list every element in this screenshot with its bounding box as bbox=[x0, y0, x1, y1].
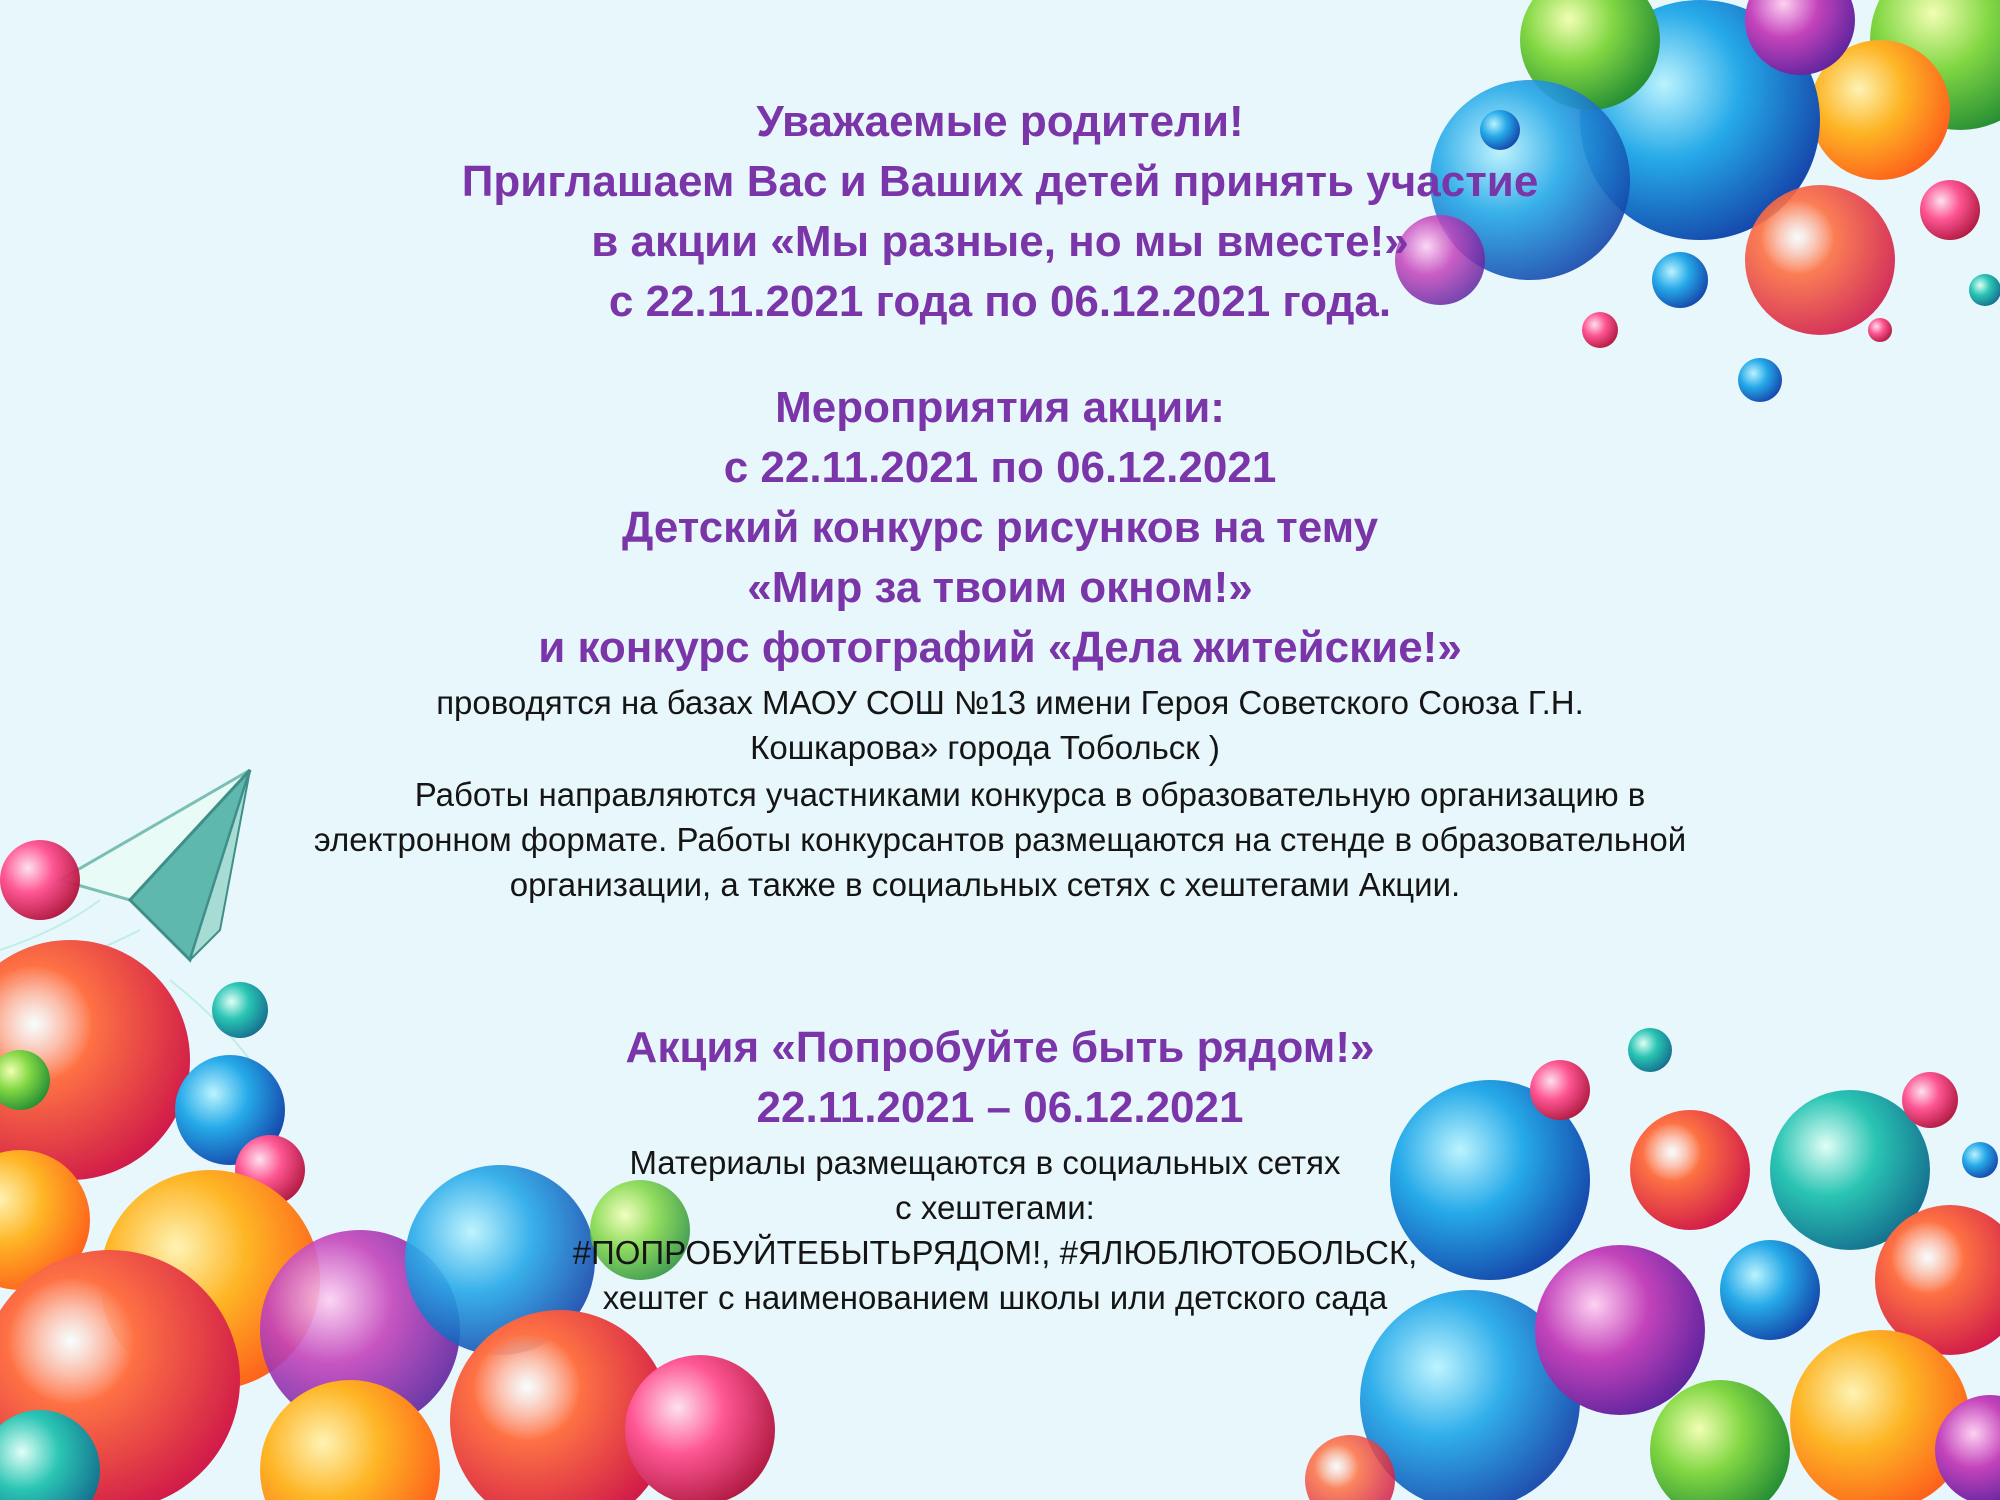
invitation-line: в акции «Мы разные, но мы вместе!» bbox=[591, 217, 1409, 266]
invitation-heading bbox=[0, 92, 2000, 332]
campaign-heading-line: 22.11.2021 – 06.12.2021 bbox=[756, 1083, 1244, 1132]
events-heading-line: с 22.11.2021 по 06.12.2021 bbox=[723, 443, 1277, 492]
invitation-line: Уважаемые родители! bbox=[756, 97, 1244, 146]
events-body-line: организации, а также в социальных сетях с хештегами Акции. bbox=[509, 866, 1461, 903]
events-body-line: Кошкарова» города Тобольск ) bbox=[750, 729, 1220, 766]
campaign-body-line: с хештегами: bbox=[895, 1189, 1095, 1226]
events-heading-line: Детский конкурс рисунков на тему bbox=[621, 503, 1379, 552]
events-body-line: электронном формате. Работы конкурсантов размещаются на стенде в образовательной bbox=[313, 821, 1687, 858]
events-heading-line: «Мир за твоим окном!» bbox=[747, 563, 1253, 612]
events-heading-line: и конкурс фотографий «Дела житейские!» bbox=[538, 623, 1462, 672]
events-heading bbox=[0, 378, 2000, 678]
campaign-body bbox=[0, 1140, 2000, 1320]
events-body-2 bbox=[0, 772, 2000, 907]
campaign-body-line: Материалы размещаются в социальных сетях bbox=[629, 1144, 1341, 1181]
events-body-line: проводятся на базах МАОУ СОШ №13 имени Героя Советского Союза Г.Н. bbox=[436, 684, 1584, 721]
campaign-heading bbox=[0, 1018, 2000, 1138]
events-body bbox=[0, 680, 2000, 770]
events-body-line: Работы направляются участниками конкурса в образовательную организацию в bbox=[414, 776, 1646, 813]
campaign-body-line: хештег с наименованием школы или детского сада bbox=[602, 1279, 1388, 1316]
events-heading-line: Мероприятия акции: bbox=[775, 383, 1225, 432]
invitation-line: с 22.11.2021 года по 06.12.2021 года. bbox=[608, 277, 1392, 326]
hashtags: #ПОПРОБУЙТЕБЫТЬРЯДОМ!, #ЯЛЮБЛЮТОБОЛЬСК, bbox=[572, 1234, 1418, 1271]
invitation-line: Приглашаем Вас и Ваших детей принять участие bbox=[461, 157, 1539, 206]
campaign-heading-line: Акция «Попробуйте быть рядом!» bbox=[625, 1023, 1375, 1072]
